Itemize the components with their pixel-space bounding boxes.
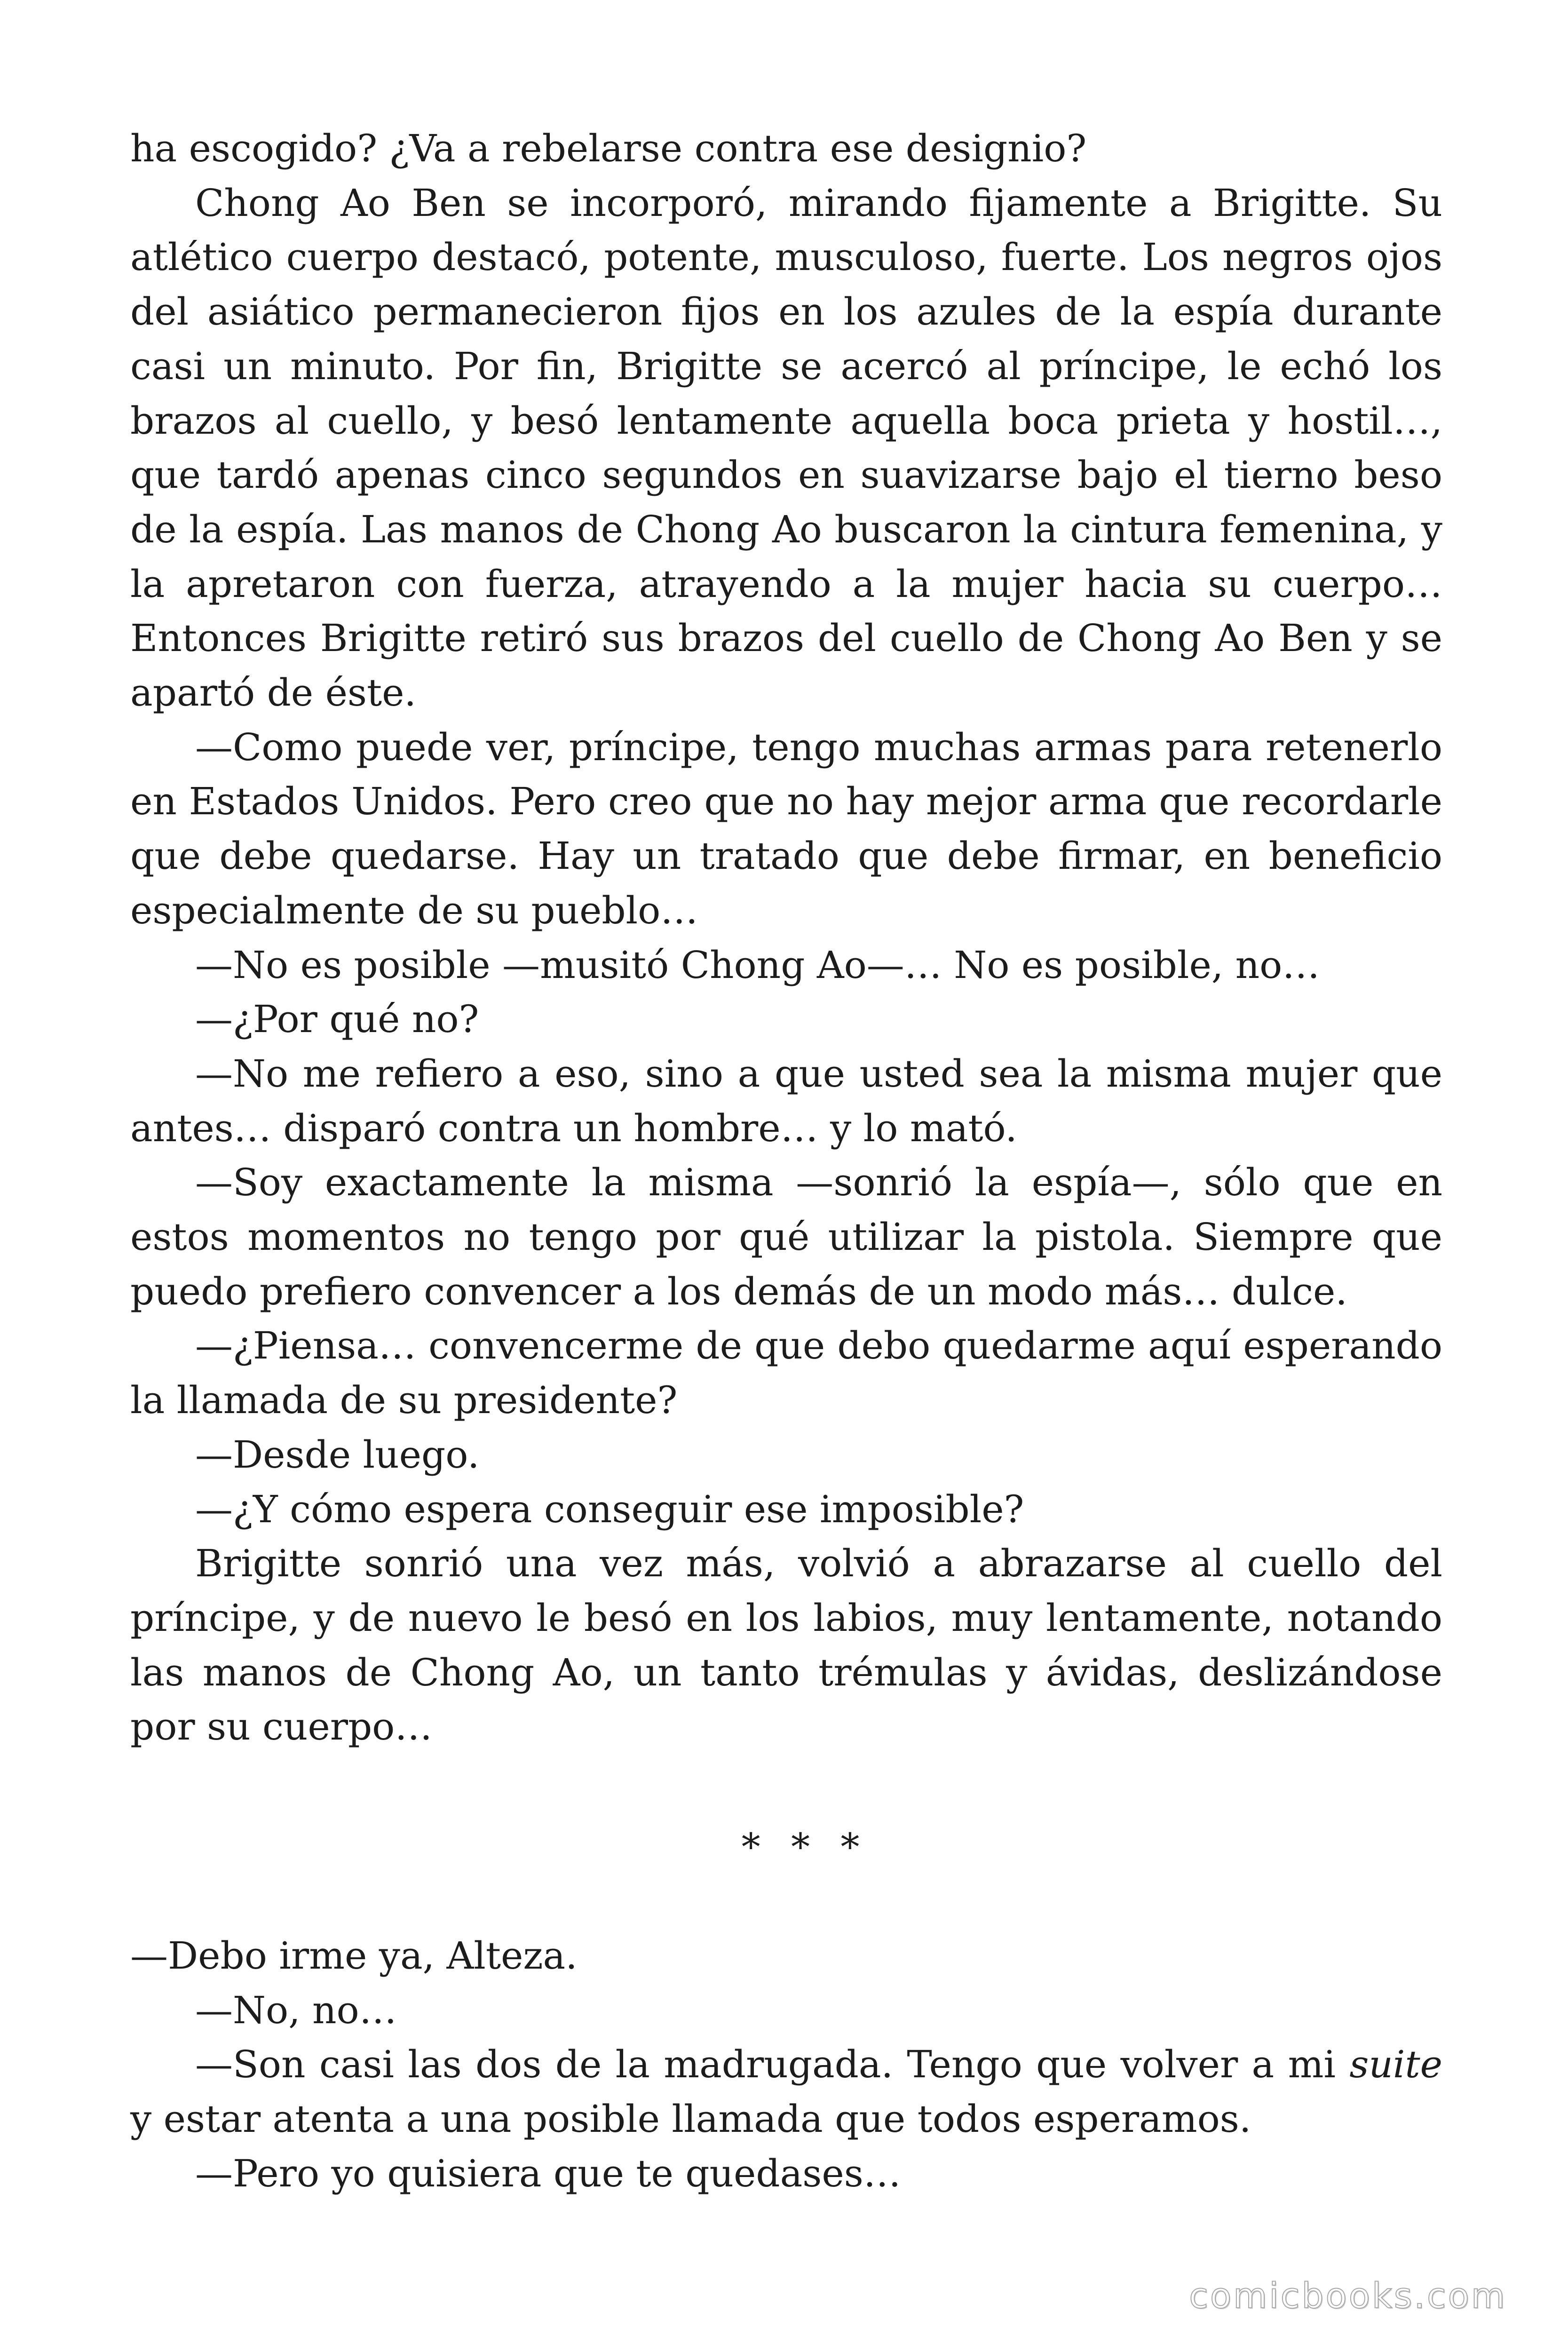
- text-block-before-break: [130, 121, 1442, 1754]
- paragraph: [130, 2037, 1442, 2146]
- paragraph: —No, no…: [195, 1988, 397, 2032]
- paragraph: —No es posible —musitó Chong Ao—… No es posible, no…: [195, 943, 1320, 987]
- paragraph: —Debo irme ya, Alteza.: [130, 1934, 578, 1978]
- paragraph-text-end: y estar atenta a una posible llamada que todos esperamos.: [130, 2097, 1251, 2141]
- scene-break-separator: * * *: [741, 1825, 869, 1869]
- paragraph: —¿Piensa… convencerme de que debo quedarme aquí esperando la llamada de su presidente?: [130, 1324, 1442, 1422]
- watermark-logo: comicbooks.com: [1189, 2276, 1507, 2316]
- paragraph: —¿Y cómo espera conseguir ese imposible?: [195, 1487, 1024, 1531]
- italic-word: suite: [1349, 2042, 1442, 2087]
- text-block-after-break: [130, 1929, 1442, 2201]
- paragraph: ha escogido? ¿Va a rebelarse contra ese designio?: [130, 127, 1087, 170]
- paragraph: —Pero yo quisiera que te quedases…: [195, 2151, 901, 2195]
- paragraph: Brigitte sonrió una vez más, volvió a abrazarse al cuello del príncipe, y de nuevo le besó en los labios, muy lentamente, notando las manos de Chong Ao, un tanto trémulas y ávidas, deslizándose por su cuerpo…: [130, 1542, 1442, 1749]
- paragraph: —No me refiero a eso, sino a que usted sea la misma mujer que antes… disparó contra un hombre… y lo mató.: [130, 1051, 1442, 1150]
- paragraph: —Como puede ver, príncipe, tengo muchas armas para retenerlo en Estados Unidos. Pero creo que no hay mejor arma que recordarle que debe quedarse. Hay un tratado que debe firmar, en beneficio especialmente de su pueblo…: [130, 725, 1442, 932]
- paragraph: —¿Por qué no?: [195, 997, 479, 1041]
- paragraph-text-start: —Son casi las dos de la madrugada. Tengo que volver a mi: [195, 2042, 1350, 2087]
- paragraph: —Soy exactamente la misma —sonrió la espía—, sólo que en estos momentos no tengo por qué utilizar la pistola. Siempre que puedo prefiero convencer a los demás de un modo más… dulce.: [130, 1160, 1442, 1313]
- paragraph: Chong Ao Ben se incorporó, mirando fijamente a Brigitte. Su atlético cuerpo destacó, potente, musculoso, fuerte. Los negros ojos del asiático permanecieron fijos en los azules de la espía durante casi un minuto. Por fin, Brigitte se acercó al príncipe, le echó los brazos al cuello, y besó lentamente aquella boca prieta y hostil…, que tardó apenas cinco segundos en suavizarse bajo el tierno beso de la espía. Las manos de Chong Ao buscaron la cintura femenina, y la apretaron con fuerza, atrayendo a la mujer hacia su cuerpo… Entonces Brigitte retiró sus brazos del cuello de Chong Ao Ben y se apartó de éste.: [130, 181, 1442, 715]
- paragraph: —Desde luego.: [195, 1432, 480, 1477]
